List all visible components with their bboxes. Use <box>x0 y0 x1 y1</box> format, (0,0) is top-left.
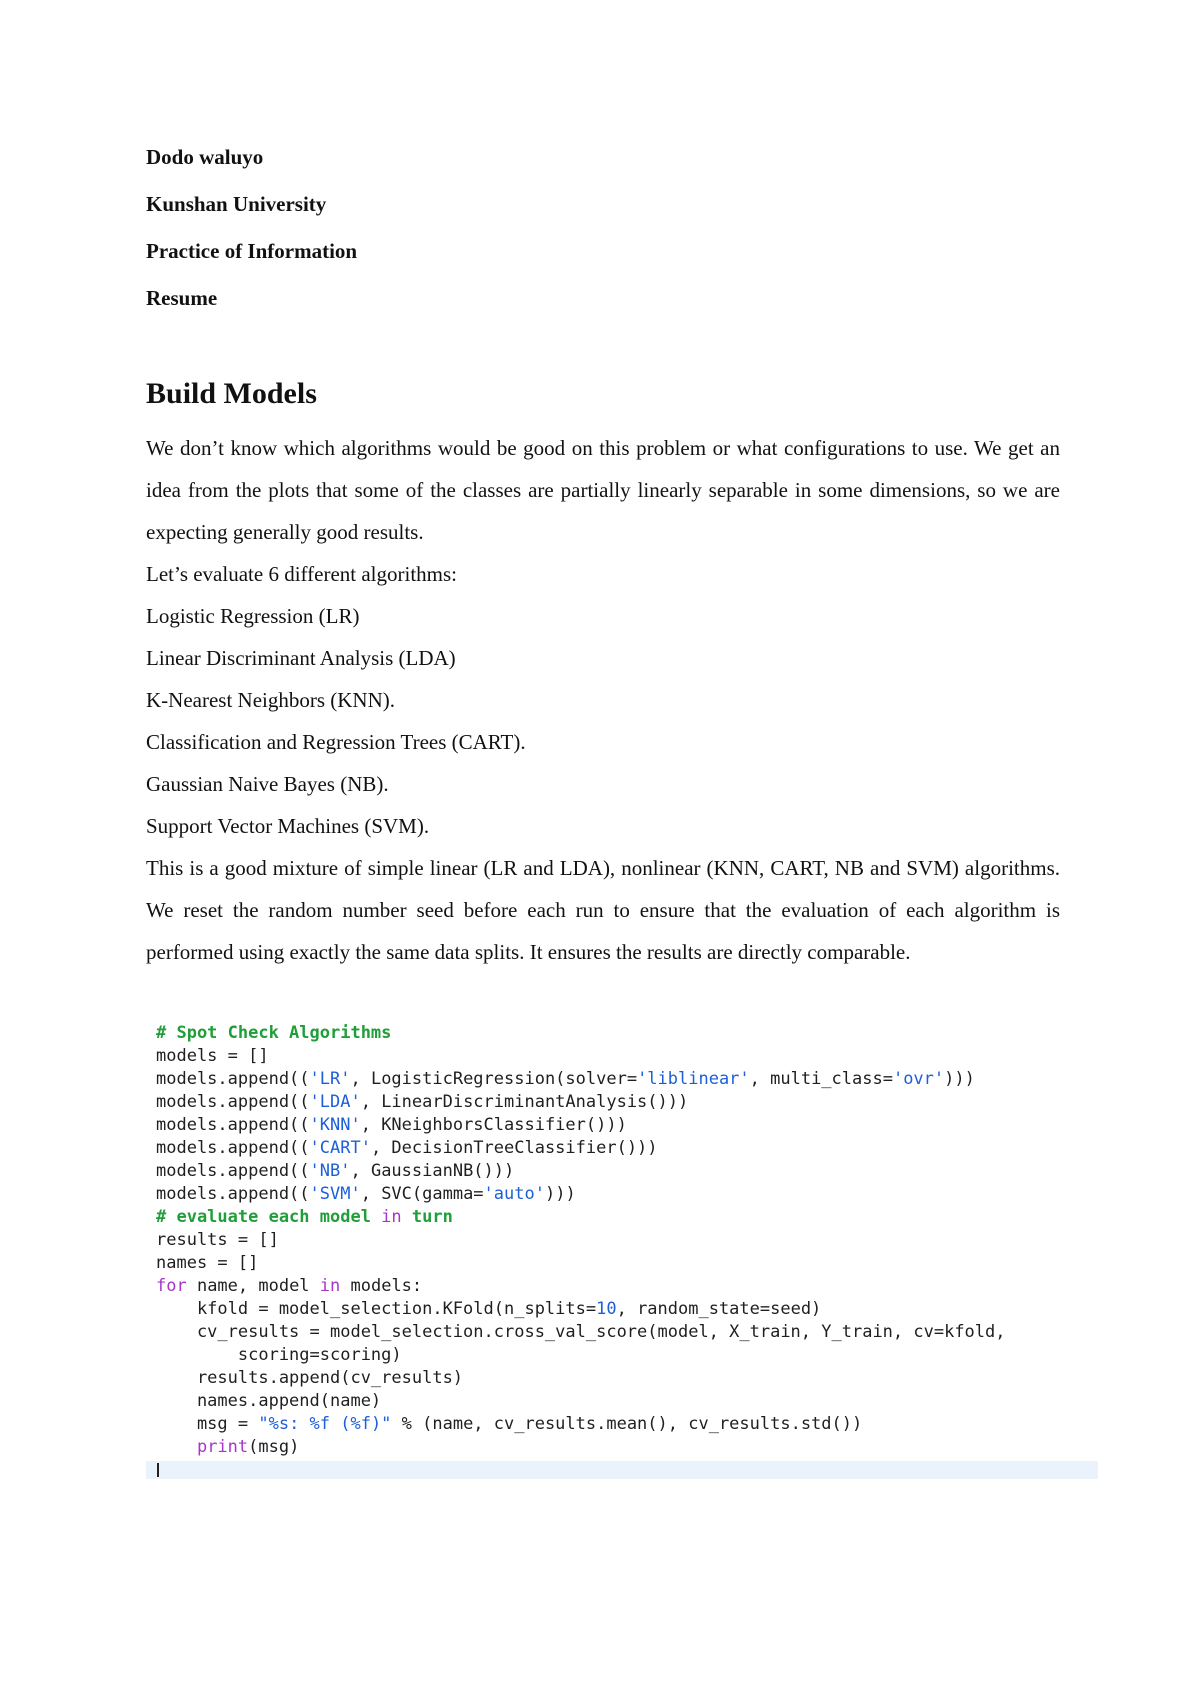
code-line <box>156 1367 1006 1390</box>
code-token-plain: , random_state=seed) <box>616 1299 822 1319</box>
course-name: Practice of Information <box>146 239 358 263</box>
code-token-keyword: in <box>381 1207 402 1227</box>
code-token-plain: results.append(cv_results) <box>156 1368 464 1388</box>
code-token-plain: names = [] <box>156 1253 259 1273</box>
code-token-plain: names.append(name) <box>156 1391 382 1411</box>
code-token-string: 'KNN' <box>309 1115 361 1135</box>
text-cursor <box>157 1463 159 1477</box>
intro-paragraph: We don’t know which algorithms would be good on this problem or what configurations to use. We get an idea from the plots that some of the classes are partially linearly separable in some dimensions, so we are expecting generally good results. <box>146 436 1060 544</box>
section-title: Build Models <box>146 377 317 410</box>
code-token-plain: models.append(( <box>156 1184 310 1204</box>
code-line <box>156 1298 1006 1321</box>
code-token-plain: models.append(( <box>156 1115 310 1135</box>
algorithm-item-knn: K-Nearest Neighbors (KNN). <box>146 688 396 712</box>
code-line <box>156 1137 1006 1160</box>
code-lines <box>156 1022 1006 1459</box>
university-name: Kunshan University <box>146 192 327 216</box>
algorithm-list <box>146 595 1060 847</box>
code-line <box>156 1252 1006 1275</box>
code-token-string: 'LDA' <box>309 1092 361 1112</box>
code-token-string: "%s: %f (%f)" <box>258 1414 392 1434</box>
code-token-string: 'ovr' <box>892 1069 945 1089</box>
code-token-comment: # Spot Check Algorithms <box>156 1023 392 1043</box>
code-line <box>156 1091 1006 1114</box>
code-token-plain: % (name, cv_results.mean(), cv_results.std()) <box>391 1414 863 1434</box>
code-token-string: 'auto' <box>483 1184 545 1204</box>
code-token-plain: name, model <box>186 1276 320 1296</box>
code-line <box>156 1183 1006 1206</box>
code-token-plain: , multi_class= <box>749 1069 893 1089</box>
code-token-keyword: in <box>319 1276 341 1296</box>
code-token-plain: ))) <box>544 1184 576 1204</box>
code-line <box>156 1160 1006 1183</box>
code-token-plain: , DecisionTreeClassifier())) <box>370 1138 658 1158</box>
code-token-keyword: print <box>196 1437 249 1457</box>
code-token-string: 'SVM' <box>309 1184 361 1204</box>
document-header <box>146 146 746 334</box>
code-line <box>156 1229 1006 1252</box>
code-token-plain: models = [] <box>156 1046 269 1066</box>
code-current-line-highlight <box>146 1461 1098 1479</box>
code-line <box>156 1022 1006 1045</box>
algorithm-item-lr: Logistic Regression (LR) <box>146 604 360 628</box>
section-body <box>146 427 1060 973</box>
code-line <box>156 1114 1006 1137</box>
code-line <box>156 1321 1006 1344</box>
code-line <box>156 1436 1006 1459</box>
code-line <box>156 1275 1006 1298</box>
mixture-paragraph: This is a good mixture of simple linear (LR and LDA), nonlinear (KNN, CART, NB and SVM) algorithms. We reset the random number seed before each run to ensure that the evaluation of each algorithm is performed using exactly the same data splits. It ensures the results are directly comparable. <box>146 856 1060 964</box>
code-token-string: 'NB' <box>309 1161 351 1181</box>
code-token-plain: , LogisticRegression(solver= <box>350 1069 638 1089</box>
code-line <box>156 1413 1006 1436</box>
code-token-plain: , KNeighborsClassifier())) <box>360 1115 627 1135</box>
algorithm-item-svm: Support Vector Machines (SVM). <box>146 814 430 838</box>
code-token-string: 'LR' <box>309 1069 351 1089</box>
code-token-plain <box>156 1437 197 1457</box>
author-name: Dodo waluyo <box>146 145 264 169</box>
code-token-plain: cv_results = model_selection.cross_val_score(model, X_train, Y_train, cv=kfold, <box>156 1322 1006 1342</box>
code-snippet <box>146 1020 1098 1484</box>
code-token-plain: msg = <box>156 1414 259 1434</box>
code-token-plain: ))) <box>944 1069 975 1089</box>
algorithm-item-cart: Classification and Regression Trees (CART). <box>146 730 526 754</box>
code-token-string: 'liblinear' <box>637 1069 750 1089</box>
code-token-number: 10 <box>596 1299 617 1319</box>
code-token-plain: , LinearDiscriminantAnalysis())) <box>360 1092 689 1112</box>
code-token-plain: models: <box>340 1276 423 1296</box>
code-line <box>156 1045 1006 1068</box>
code-token-plain: , GaussianNB())) <box>350 1161 515 1181</box>
code-token-plain: models.append(( <box>156 1161 310 1181</box>
algorithm-item-lda: Linear Discriminant Analysis (LDA) <box>146 646 456 670</box>
code-line <box>156 1206 1006 1229</box>
code-line <box>156 1390 1006 1413</box>
algorithm-item-nb: Gaussian Naive Bayes (NB). <box>146 772 389 796</box>
code-token-keyword: for <box>156 1276 187 1296</box>
document-type: Resume <box>146 286 218 310</box>
code-token-plain: models.append(( <box>156 1138 310 1158</box>
code-token-plain: results = [] <box>156 1230 279 1250</box>
code-token-plain: scoring=scoring) <box>156 1345 402 1365</box>
code-token-plain: , SVC(gamma= <box>360 1184 484 1204</box>
code-token-comment: turn <box>401 1207 453 1227</box>
code-token-plain: (msg) <box>248 1437 300 1457</box>
code-line <box>156 1068 1006 1091</box>
code-token-string: 'CART' <box>309 1138 371 1158</box>
code-line <box>156 1344 1006 1367</box>
code-token-comment: # evaluate each model <box>156 1207 382 1227</box>
evaluate-line: Let’s evaluate 6 different algorithms: <box>146 562 458 586</box>
code-token-plain: models.append(( <box>156 1069 310 1089</box>
code-token-plain: models.append(( <box>156 1092 310 1112</box>
code-token-plain: kfold = model_selection.KFold(n_splits= <box>156 1299 597 1319</box>
